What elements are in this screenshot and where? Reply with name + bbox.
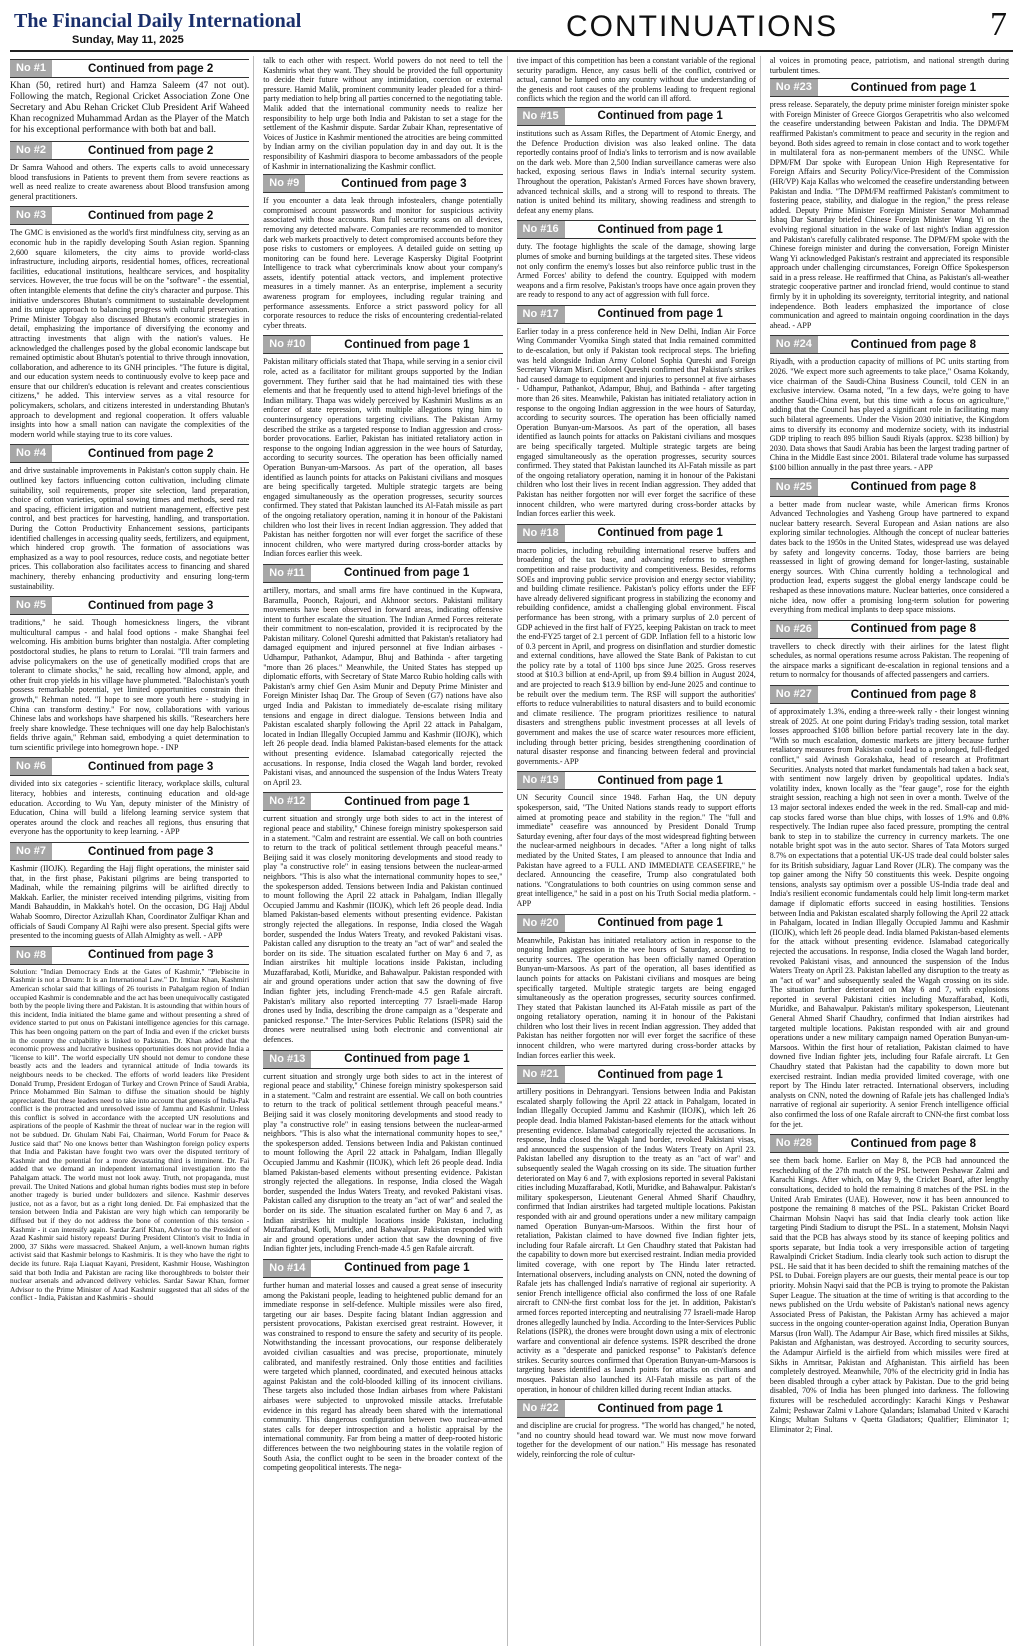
continued-from-label: Continued from page 1 [597, 110, 723, 123]
column-3 [517, 56, 761, 1646]
item-body-text: duty. The footage highlights the scale of the damage, showing large plumes of smoke and burning buildings at the targeted sites. These videos not only confirm the enemy's losses but also reinforce public trust in the Armed Forces' ability to defend the country. Equipped with modern weapons and a firm resolve, Pakistan's troops have once again proven they are ready to respond to any act of aggression with full force. [516, 242, 756, 300]
item-header [10, 596, 249, 615]
continuation-item [10, 757, 249, 837]
item-header [770, 335, 1009, 354]
item-header [770, 478, 1009, 497]
continuation-item [770, 478, 1009, 615]
item-body-text: Dr Samra Wahood and others. The experts calls to avoid unnecessary blood transfusions in Patients to prevent them from severe reactions as well as need realize to create awareness about Blood transfusion among general practitioners. [10, 163, 250, 201]
continuation-item [517, 220, 756, 300]
item-body-text: further human and material losses and caused a great sense of insecurity among the Pakistani people, leading to heightened public demand for an immediate response in self-defence. Multiple missiles were also fired, targeting our air bases. Despite facing blatant Indian aggression and persistent provocations, Pakistan exercised great restraint. However, it was constrained to respond to ensure the safety and security of its people. Notwithstanding the incessant provocations, our response deliberately avoided civilian casualties and was precise, proportionate, minutely calibrated, and manifestly restrained. Only those entities and facilities were targeted which planned, coordinated, and executed heinous attacks against Pakistan and the cold-blooded killing of its innocent civilians. These targets also included those Indian airbases from where Pakistani airbases were subjected to unprovoked missile attacks. Irrefutable evidence in this regard has already been shared with the international community. This dangerous configuration between two nuclear-armed states calls for deeper introspection and a holistic appraisal by the international community. Far from being a matter of deep-rooted historic differences between the two neighbouring states in the volatile region of South Asia, the conflict ought to be seen in the broader context of the competing geopolitical interests. The nega- [263, 1280, 503, 1473]
item-header [517, 914, 756, 933]
item-body-text: artillery positions in Dehrangyari. Tensions between India and Pakistan escalated sharply following the April 22 attack in Pahalgam, located in Indian Illegally Occupied Jammu and Kashmir (IIOJK), which left 26 people dead. India blamed Pakistan-based elements for the attack without presenting evidence. Islamabad categorically rejected the accusations. In response, India closed the Wagah land border, revoked Pakistani visas, and announced the suspension of the Indus Waters Treaty on April 23. Pakistan labelled any disruption to the treaty as an "act of war" and subsequently sealed the Wagah crossing on its side. The situation further deteriorated on May 6 and 7, with explosions reported in several Pakistani cities including Muzaffarabad, Kotli, Muridke, and Bahawalpur. Pakistan's military spokesperson, Lieutenant General Ahmed Sharif Chaudhry, confirmed that Indian airstrikes had targeted multiple locations. Pakistan responded with air and ground operations under a new military campaign named Operation Bunyan-um-Marsoos. Within the first hour of retaliation, Pakistan claimed to have downed five Indian fighter jets, including four Rafale aircraft. Lt Gen Chaudhry stated that Pakistan had the capability to down more but exercised restraint. Indian media provided limited coverage, with one report by The Hindu later retracted. International observers, including analysts on CNN, noted the downing of Rafale jets has challenged India's narrative of regional air superiority. A senior French intelligence official also confirmed the loss of one Rafale aircraft to CNN-the first combat loss for the jet. In addition, Pakistan's armed forces reported intercepting and neutralising 77 Israeli-made Harop drones allegedly launched by India. According to the Inter-Services Public Relations (ISPR), the drones were brought down using a mix of electronic warfare and conventional air defence systems. ISPR described the drone activity as a "desperate and panicked response" to Pakistan's defence strikes. Security sources confirmed that Operation Bunyan-um-Marsoos is targeting bases identified as launch points for attacks on civilians and mosques. Pakistan also launched its Al-Fatah missile as part of the operation, in honour of children killed during recent Indian attacks. [516, 1087, 756, 1394]
item-header [770, 1134, 1009, 1153]
item-body-text: macro policies, including rebuilding international reserve buffers and broadening of the tax base, and advancing reforms to strengthen competition and raise productivity and competitiveness. Besides, reforms SOEs and improving public service provision and energy sector viability; and building climate resilience. Pakistan's policy efforts under the EFF have already delivered significant progress in stabilizing the economy and rebuilding confidence, amidst a challenging global environment. Fiscal performance has been strong, with a primary surplus of 2.0 percent of GDP achieved in the first half of FY25, keeping Pakistan on track to meet the end-FY25 target of 2.1 percent of GDP. Inflation fell to a historic low of 0.3 percent in April, and progress on disinflation and sturdier domestic and external conditions, have allowed the State Bank of Pakistan to cut the policy rate by a total of 1100 bps since June 2025. Gross reserves stood at $10.3 billion at end-April, up from $9.4 billion in August 2024, and are projected to reach $13.9 billion by end-June 2025 and continue to be rebuilt over the medium term. The RSF will support the authorities' efforts to reduce vulnerabilities to natural disasters and to build economic and climate resilience. The program prioritizes resilience to natural disasters and strengthens public investment processes at all levels of government and makes the use of scarce water resources more efficient, including through better pricing, besides strengthening coordination of natural disaster response and financing between federal and provincial governments.- APP [516, 545, 756, 766]
continuation-item [517, 771, 756, 908]
item-header [263, 174, 502, 193]
item-number-badge: No #5 [10, 597, 52, 614]
continued-from-label: Continued from page 1 [344, 795, 470, 808]
continuation-item [517, 1065, 756, 1394]
continued-from-label: Continued from page 1 [597, 1068, 723, 1081]
item-number-badge: No #25 [770, 479, 818, 496]
item-body-text: Meanwhile, Pakistan has initiated retaliatory action in response to the ongoing Indian aggression in the wee hours of Saturday, according to security sources. The operation has been officially named Operation Bunyan-um-Marsoos. As part of the operation, all bases identified as launch points for attacks on Pakistani civilians and mosques are being specifically targeted. Multiple strategic targets are being engaged simultaneously as the operation progresses, security sources confirmed. They stated that Pakistan launched its Al-Fatah missile as part of the ongoing retaliatory operation, naming it in honour of the Pakistani children who lost their lives in recent Indian aggression. They added that Pakistan has neither forgotten nor will ever forget the sacrifice of these innocent children, who were martyred during cross-border attacks by Indian forces earlier this week. [516, 935, 756, 1060]
continued-from-label: Continued from page 1 [597, 1402, 723, 1415]
issue-date: Sunday, May 11, 2025 [72, 34, 184, 46]
continuation-item [10, 141, 249, 201]
column-2 [263, 56, 507, 1646]
item-header [10, 757, 249, 776]
continued-from-label: Continued from page 2 [87, 144, 214, 157]
item-number-badge: No #6 [10, 758, 52, 775]
item-number-badge: No #1 [10, 60, 52, 77]
item-number-badge: No #24 [770, 336, 818, 353]
continued-from-label: Continued from page 3 [341, 177, 467, 190]
continuation-item [770, 685, 1009, 1129]
continuation-item [517, 107, 756, 215]
item-header [263, 792, 502, 811]
item-number-badge: No #13 [263, 1051, 311, 1068]
continued-from-label: Continued from page 2 [87, 62, 214, 75]
continuation-item [263, 174, 502, 330]
item-body-text: Solution: "Indian Democracy Ends at the Gates of Kashmir," "Plebiscite in Kashmir is not a Dream: It is an International Law." Dr. Imtiaz Khan, Kashmiri American scholar said that killings of 26 tourists in Pahalgam region of Indian occupied Kashmir is condemnable and the act has been unequivocally castigated both by the people living there and Pakistan. It is astounding that within hours of this incident, India initiated the blame game and without presenting a shred of evidence started to put onus on Pakistani intelligence agencies for this carnage. This has been ongoing pattern on the part of India and even if the cricket bursts in the country the culpability is linked to Pakistan. Dr. Khan added that the economic prowess and lucrative business opportunities does not provide India a "license to kill". The world especially UN should not demur to condone these beastly acts and the leaders and tyrannical attitude of India towards its neighbours needs to be checked. The efforts of world leaders like President Donald Trump, President Erdogan of Turkey and Crown Prince of Saudi Arabia, Prince Mohammed Bin Salman to diffuse the situation should be highly appreciated. But these leaders need to take into account that genesis of India-Pak conflict is the protracted and unresolved issue of Jammu and Kashmir. Unless this conflict is solved in accordance with the accepted UN resolutions and aspirations of the people of Kashmir the threat of nuclear war in the region will not be subdued. Dr. Ghulam Nabi Fai, Chairman, World Forum for Peace & Justice said that" No one knows better than Washington foreign policy experts that India and Pakistan have fought two wars over the disputed territory of Kashmir and the potential for a more devastating third is imminent. Dr. Fai added that we demand an independent international investigation into the Pahalgam attack. The world must not look away. Truth, not propaganda, must prevail. The United Nations and global human rights bodies must step in before another tragedy is buried under bulldozers and silence. Kashmir deserves justice, not as a favor, but as a right long denied. Dr. Fai emphasized that the tension between India and Pakistan are very high which can temporarily be diffused but if they do not address the bone of contention of this tension - Kashmir - it can intensify again. Sardar Zarif Khan, Advisor to the President of Azad Kashmir said history repeats! During President Clinton's visit to India in 2000, 37 Sikhs were massacred. Shakeel Anjum, a well-known human rights activist said that Kashmir belongs to Kashmiris. It is they who have the right to decide its future. Raja Liaquat Kayani, President, Kashmir House, Washington said that both India and Pakistan are racing like thoroughbreds to bolster their nuclear arsenals and advanced delivery vehicles. Sardar Sawar Khan, former Advisor to the Prime Minister of Azad Kashmir suggested that all sides of the conflict - India, Pakistan and Kashmiris - should [10, 966, 250, 1303]
article-lead-text: al voices in promoting peace, patriotism, and national strength during turbulent times. [769, 56, 1009, 75]
continuation-item [10, 59, 249, 136]
item-header [517, 771, 756, 790]
item-header [263, 335, 502, 354]
item-body-text: The GMC is envisioned as the world's first mindfulness city, serving as an economic hub in the rapidly developing South Asian region. Spanning 2,600 square kilometers, the city aims to provide world-class infrastructure, including airports, residential homes, offices, recreational facilities, educational institutions, healthcare services, and hospitality services. However, the true focus will be on the "software" - the essential, often intangible elements that define the city's character and purpose. This initiative underscores Bhutan's commitment to sustainable development and its unique approach to balancing progress with cultural preservation. Prime Minister Tobgay also discussed Bhutan's economic strategies in detail, emphasizing the importance of diversifying the economy and attracting investments that align with the nation's values. He acknowledged the challenges posed by the global economic landscape but remained optimistic about Bhutan's potential to thrive through innovation, collaboration, and adherence to its GNH principles. "The future is digital, and our education system needs to continuously evolve to keep pace and ensure that our children's education is relevant and creates conscientious citizens," he added. This interview serves as a vital resource for policymakers, scholars, and citizens interested in understanding Bhutan's approach to development and regional cooperation. It offers valuable insights into how a small nation can navigate the complexities of the modern world while staying true to its core values. [10, 228, 250, 439]
item-header [517, 107, 756, 126]
item-body-text: divided into six categories - scientific literacy, workplace skills, cultural literacy, hobbies and interests, continuing education and old-age education. According to Wu Yan, deputy minister of the Ministry of Education, China will build a lifelong learning service system that operates around the clock and reaches all regions, thus ensuring that everyone has the opportunity to keep learning. - APP [10, 779, 250, 837]
item-number-badge: No #20 [517, 915, 565, 932]
item-number-badge: No #8 [10, 947, 52, 964]
continued-from-label: Continued from page 1 [597, 917, 723, 930]
item-header [517, 1065, 756, 1084]
item-body-text: If you encounter a data leak through infostealers, change potentially compromised account passwords and monitor for suspicious activity associated with those accounts. Run full security scans on all devices, removing any detected malware. Companies are recommended to monitor dark web markets proactively to detect compromised accounts before they pose risks to customers or employees. A detailed guide on setting up monitoring can be found here. Leverage Kaspersky Digital Footprint Intelligence to track what cybercriminals know about your company's assets, identify potential attack vectors, and implement protective measures in a timely manner. As an enterprise, implement a security awareness program for employees, including regular training and performance assessments. Enforce a strict password policy for all corporate resources to reduce the risks of encountering credential-related cyber threats. [263, 196, 503, 330]
item-number-badge: No #28 [770, 1135, 818, 1152]
continued-from-label: Continued from page 1 [344, 1053, 470, 1066]
continued-from-label: Continued from page 1 [343, 567, 470, 580]
item-number-badge: No #7 [10, 843, 52, 860]
item-number-badge: No #2 [10, 142, 52, 159]
item-number-badge: No #3 [10, 207, 52, 224]
item-header [10, 59, 249, 78]
item-body-text: institutions such as Assam Rifles, the Department of Atomic Energy, and the Defence Production division was also leaked online. The data reportedly contains proof of India's links to terrorism and is now available on the dark web. More than 2,500 Indian surveillance cameras were also hacked, exposing serious flaws in India's internal security system. Throughout the operation, Pakistan's Armed Forces have shown bravery, advanced technical skills, and a strong will to respond to threats. The nation is united behind its military, showing readiness and strength to defeat any enemy plans. [516, 128, 756, 215]
continued-from-label: Continued from page 1 [597, 223, 723, 236]
continued-from-label: Continued from page 2 [87, 209, 214, 222]
continued-from-label: Continued from page 2 [87, 447, 214, 460]
continued-from-label: Continued from page 1 [597, 527, 723, 540]
item-body-text: Pakistan military officials stated that Thapa, while serving in a senior civil role, acted as a facilitator for militant groups supported by the Indian government. They further said that he had maintained ties with these elements and that he frequently used to attend high-level briefings of the Indian military. Thapa was widely perceived by Kashmiri Muslims as an enforcer of state repression, with multiple allegations tying him to counterinsurgency operations targeting civilians. The Pakistan Army described the strike as a targeted response to Indian aggression and cross-border provocations. Earlier, Pakistan has initiated retaliatory action in response to the ongoing Indian aggression in the wee hours of Saturday, according to security sources. The operation has been officially named Operation Bunyan-um-Marsoos. As part of the operation, all bases identified as launch points for attacks on Pakistani civilians and mosques are being specifically targeted. Multiple strategic targets are being engaged simultaneously as the operation progresses, security sources confirmed. They stated that Pakistan launched its Al-Fatah missile as part of the ongoing retaliatory operation, naming it in honour of the Pakistani children who lost their lives in recent Indian aggression. They added that Pakistan has neither forgotten nor will ever forget the sacrifice of these innocent children, who were martyred during cross-border attacks by Indian forces earlier this week. [263, 357, 503, 559]
item-number-badge: No #27 [770, 686, 818, 703]
continued-from-label: Continued from page 8 [850, 688, 977, 701]
item-body-text: Kashmir (IIOJK). Regarding the Hajj flight operations, the minister said that, in the first phase, Pakistani pilgrims are being transported to Madinah, while the remaining pilgrims will be airlifted directly to Makkah. Earlier, the minister received intending pilgrims, visiting from Mandi Bahauddin, in Makkah's hotel. On the occasion, DG Hajj Abdul Wahab Soomro, Director Azizullah Khan, Coordinator Zulfiqar Khan and officials of Saudi Company Al Rajhi were also present. Special gifts were presented to the incoming guests of Allah Almighty as well. - APP [10, 864, 250, 941]
item-body-text: a better made from nuclear waste, while American firms Kronos Advanced Technologies and Yasheng Group have partnered to expand nuclear battery research. Several European and Asian nations are also exploring similar technologies. Although the concept of nuclear batteries dates back to the 1950s in the United States, widespread use was delayed by safety and longevity concerns. Today, those barriers are being reassessed in light of growing demand for longer-lasting, sustainable energy sources. With China currently holding a technological and production lead, experts suggest the global energy landscape could be reshaped as these innovations mature. Nuclear batteries, once considered a niche idea, now offer a promising long-term solution for powering everything from medical implants to deep space missions. [769, 499, 1009, 615]
continuation-item [10, 842, 249, 941]
continuation-item [10, 596, 249, 752]
item-header [770, 620, 1009, 639]
masthead [10, 6, 1013, 52]
item-body-text: UN Security Council since 1948. Farhan Haq, the UN deputy spokesperson, said, "The United Nations stands ready to support efforts aimed at promoting peace and stability in the region." The "full and immediate" ceasefire was announced by President Donald Trump Saturday evening, after four days of the most widespread fighting between the nuclear-armed neighbours in decades. "After a long night of talks mediated by the United States, I am pleased to announce that India and Pakistan have agreed to a FULL AND IMMEDIATE CEASEFIRE," he declared. Announcing the ceasefire, Trump also congratulated both nations. "Congratulations to both countries on using common sense and great intelligence," he said in a post on his Truth Social media platform. - APP [516, 793, 756, 908]
item-header [10, 444, 249, 463]
page-number: 7 [990, 6, 1007, 43]
item-body-text: Earlier today in a press conference held in New Delhi, Indian Air Force Wing Commander Vyomika Singh stated that India remained committed to de-escalation, but only if Pakistan took reciprocal steps. The briefing was held alongside Indian Army Colonel Sophia Qureshi and Foreign Secretary Vikram Misri. Colonel Qureshi confirmed that Pakistan's strikes had caused damage to equipment and injuries to personnel at five airbases - Udhampur, Pathankot, Adampur, Bhuj, and Bathinda - after targeting more than 26 sites. Meanwhile, Pakistan has initiated retaliatory action in response to the ongoing Indian aggression in the wee hours of Saturday, according to security sources. The operation has been officially named Operation Bunyan-um-Marsoos. As part of the operation, all bases identified as launch points for attacks on Pakistani civilians and mosques are being specifically targeted. Multiple strategic targets are being engaged simultaneously as the operation progresses, security sources confirmed. They stated that Pakistan launched its Al-Fatah missile as part of the ongoing retaliatory operation, naming it in honour of the Pakistani children who lost their lives in recent Indian aggression. They added that Pakistan has neither forgotten nor will ever forget the sacrifice of these innocent children, who were martyred during cross-border attacks by Indian forces earlier this week. [516, 326, 756, 519]
continuation-item [517, 1399, 756, 1459]
article-lead-text: tive impact of this competition has been a constant variable of the regional security paradigm. Hence, any casus belli of the conflict, contrived or actual, cannot be lumped onto any country without due understanding of the genesis and root causes of the problems leading to frequent regional conflicts which the region and the world can ill afford. [516, 56, 756, 104]
continuation-item [770, 1134, 1009, 1434]
item-header [263, 1050, 502, 1069]
item-body-text: traditions," he said. Though homesickness lingers, the vibrant multicultural campus - and halal food options - make Shanghai feel welcoming. His ambition burns brighter than nostalgia. After completing postdoctoral studies, he plans to return to Loralai. "I'll train farmers and advise policymakers on the use of genetically modified crops that are tolerant to climate shocks," he said, recalling how almond, apple, and other fruit crop yields in his village have plummeted. "Balochistan's youth possess remarkable potential, yet limited opportunities constrain their growth," Rehman noted. "I hope to see more youth here - studying in China can transform destiny." For now, collaborations with various Chinese labs and workshops have sharpened his skills. "Researchers here freely share knowledge. These techniques will one day help Balochistan's fields thrive again," Rehman said, embodying a quiet determination to turn scientific privilege into homegrown hope. - INP [10, 618, 250, 752]
item-body-text: of approximately 1.3%, ending a three-week rally - their longest winning streak of 2025. At one point during Friday's trading session, total market losses approached $108 billion before partial recovery late in the day. "With so much escalation, domestic markets are jittery because further retaliatory measures from Pakistan could lead to a prolonged, full-fledged conflict," said Avinash Gorakshaka, head of research at Profitmart Securities. Analysts noted that market fundamentals had taken a back seat, with sentiment now largely driven by geopolitical updates. India's volatility index, known locally as the "fear gauge", rose for the eighth straight session, reaching a high not seen in over a month. Twelve of the 13 major sectoral indexes ended the week in the red. Small-cap and mid-cap stocks fared worse than blue chips, with losses of 1.9% and 0.8% respectively. The Indian rupee also faced pressure, prompting the central bank to step in to stabilize the currency in currency markets. The one notable bright spot was in the auto sector. Shares of Tata Motors surged 8.7% on expectations that a potential UK-US trade deal could bolster sales for its British subsidiary, Jaguar Land Rover (JLR). The company was the top gainer among the Nifty 50 constituents this week. Despite ongoing tensions, analysts say optimism over a possible US-India trade deal and India's resilient economic fundamentals could help limit long-term market damage if diplomatic efforts succeed in easing hostilities. Tensions between India and Pakistan escalated sharply following the April 22 attack in Pahalgam, located in Indian Illegally Occupied Jammu and Kashmir (IIOJK), which left 26 people dead. India blamed Pakistan-based elements for the attack without presenting evidence. Islamabad categorically rejected the accusations. In response, India closed the Wagah land border, revoked Pakistani visas, and announced the suspension of the Indus Waters Treaty on April 23. Pakistan labelled any disruption to the treaty as an "act of war" and subsequently sealed the Wagah crossing on its side. The situation further deteriorated on May 6 and 7, with explosions reported in several Pakistani cities including Muzaffarabad, Kotli, Muridke, and Bahawalpur. Pakistan's military spokesperson, Lieutenant General Ahmed Sharif Chaudhry, confirmed that Indian airstrikes had targeted multiple locations. Pakistan responded with air and ground operations under a new military campaign named Operation Bunyan-um-Marsoos. Within the first hour of retaliation, Pakistan claimed to have downed five Indian fighter jets, including four Rafale aircraft. Lt Gen Chaudhry stated that Pakistan had the capability to down more but exercised restraint. Indian media provided limited coverage, with one report by The Hindu later retracted. International observers, including analysts on CNN, noted the downing of Rafale jets has challenged India's narrative of regional air superiority. A senior French intelligence official also confirmed the loss of one Rafale aircraft to CNN-the first combat loss for the jet. [769, 707, 1009, 1129]
item-number-badge: No #26 [770, 621, 818, 638]
item-body-text: current situation and strongly urge both sides to act in the interest of regional peace and stability," Chinese foreign ministry spokesperson said in a statement. "Calm and restraint are essential. We call on both countries to return to the track of political settlement through peaceful means." Beijing said it was closely monitoring developments and stood ready to play "a constructive role" in easing tensions between the nuclear-armed neighbors. "This is also what the international community hopes to see," the spokesperson added. Tensions between India and Pakistan continued to mount following the April 22 attack in Pahalgam, Indian Illegally Occupied Jammu and Kashmir (IIOJK), which left 26 people dead. India blamed Pakistan-based elements without presenting evidence. Pakistan strongly rejected the allegations. In response, India closed the Wagah border, suspended the Indus Waters Treaty, and revoked Pakistani visas. Pakistan called any disruption to the treaty an "act of war" and sealed the border on its side. The situation escalated further on May 6 and 7, as Indian airstrikes hit multiple locations inside Pakistan, including Muzaffarabad, Kotli, Muridke, and Bahawalpur. Pakistan responded with air and ground operations under action that saw the downing of five Indian fighter jets, including French-made 4.5 gen Rafale aircraft. Pakistan's military also reported intercepting 77 Israeli-made Harop drones used by India, describing the drone campaign as a "desperate and panicked response." The Inter-Services Public Relations (ISPR) said the drones were neutralised using both electronic and conventional air defences. [263, 814, 503, 1045]
item-header [10, 946, 249, 965]
item-number-badge: No #9 [263, 175, 305, 192]
item-number-badge: No #4 [10, 445, 52, 462]
continued-from-label: Continued from page 1 [850, 81, 977, 94]
continuation-item [10, 444, 249, 591]
newspaper-title: The Financial Daily International [14, 10, 302, 32]
continuation-item [770, 335, 1009, 472]
continuation-item [517, 524, 756, 767]
item-body-text: press release. Separately, the deputy prime minister foreign minister spoke with Foreign Minister of Greece Giorgos Gerapetritis who also welcomed the ceasefire understanding between Pakistan and India. The DPM/FM reaffirmed Pakistan's commitment to peace and security in the region and beyond. Both sides agreed to remain in close contact and to work together in multilateral fora as non-permanent members of the UNSC. While DPM/FM Dar spoke with European Union High Representative for Foreign Affairs and Security Policy/Vice-President of the Commission (HR/VP) Kaja Kallas who welcomed the ceasefire understanding between Pakistan and India. "The DPM/FM reaffirmed Pakistan's commitment to fostering peace, stability, and dialogue in the region," the press release added. Deputy Prime Minister Foreign Minister Senator Mohammad Ishaq Dar Saturday briefed Chinese Foreign Minister Wang Yi on the evolving regional situation in the wake of last night's Indian aggression and Pakistan's carefully calibrated response. The DPM/FM spoke with the Chinese foreign minister and during the conversation, Foreign Minister Wang Yi acknowledged Pakistan's restraint and appreciated its responsible approach under challenging circumstances, Foreign Office Spokesperson said in a press release. He reaffirmed that China, as Pakistan's all-weather strategic cooperative partner and ironclad friend, would continue to stand firmly by it in upholding its sovereignty, territorial integrity, and national independence. Both leaders emphasized the importance of close communication and agreed to maintain ongoing coordination in the days ahead. - APP [769, 100, 1009, 330]
continuation-item [517, 914, 756, 1061]
item-number-badge: No #18 [517, 525, 565, 542]
item-body-text: travellers to check directly with their airlines for the latest flight schedules, as normal operations resume across Pakistan. The reopening of the airspace marks a significant de-escalation in regional tensions and a return to normalcy for thousands of affected passengers and carriers. [769, 641, 1009, 680]
item-header [517, 305, 756, 324]
item-body-text: and discipline are crucial for progress. "The world has changed," he noted, "and no country should head toward war. We must now move forward together for the development of our nation." His message has resonated widely, reinforcing the role of cultur- [516, 1421, 756, 1460]
continued-from-label: Continued from page 8 [850, 481, 977, 494]
item-number-badge: No #15 [517, 108, 565, 125]
continuation-item [263, 1050, 502, 1254]
item-header [770, 685, 1009, 704]
continued-from-label: Continued from page 1 [344, 1262, 470, 1275]
column-1 [10, 56, 254, 1646]
continued-from-label: Continued from page 3 [87, 949, 214, 962]
continued-from-label: Continued from page 8 [850, 1137, 977, 1150]
continuation-item [517, 305, 756, 519]
item-header [517, 1399, 756, 1418]
item-number-badge: No #19 [517, 772, 565, 789]
item-number-badge: No #21 [517, 1066, 565, 1083]
item-body-text: current situation and strongly urge both sides to act in the interest of regional peace and stability," Chinese foreign ministry spokesperson said in a statement. "Calm and restraint are essential. We call on both countries to return to the track of political settlement through peaceful means." Beijing said it was closely monitoring developments and stood ready to play "a constructive role" in easing tensions between the nuclear-armed neighbors. "This is also what the international community hopes to see," the spokesperson added. Tensions between India and Pakistan continued to mount following the April 22 attack in Pahalgam, Indian Illegally Occupied Jammu and Kashmir (IIOJK), which left 26 people dead. India blamed Pakistan-based elements without presenting evidence. Pakistan strongly rejected the allegations. In response, India closed the Wagah border, suspended the Indus Waters Treaty, and revoked Pakistani visas. Pakistan called any disruption to the treaty an "act of war" and sealed the border on its side. The situation escalated further on May 6 and 7, as Indian airstrikes hit multiple locations inside Pakistan, including Muzaffarabad, Kotli, Muridke, and Bahawalpur. Pakistan responded with air and ground operations under action that saw the downing of five Indian fighter jets, including French-made 4.5 gen Rafale aircraft. [263, 1071, 503, 1254]
item-body-text: Riyadh, with a production capacity of millions of PC units starting from 2026. "We expect more such agreements to take place," Osama Kokandy, vice chairman of the Saudi-China Business Council, told CEN in an exclusive interview. Osama noted, "In a few days, we're going to have another Saudi-China event, but this time with a focus on agriculture," adding that the Council has played a significant role in facilitating many such bilateral agreements. Under the Vision 2030 initiative, the Kingdom aims to diversify its economy and modernize society, with its industrial GDP tripling to reach 895 billion Saudi Riyals (approx. $238 billion) by 2030. Data shows that Saudi Arabia has been the largest trading partner of China in the Middle East since 2001. Bilateral trade volume has surpassed $100 billion annually in the past three years. - APP [769, 357, 1009, 472]
item-header [517, 220, 756, 239]
item-header [770, 78, 1009, 97]
continued-from-label: Continued from page 8 [850, 623, 977, 636]
continued-from-label: Continued from page 3 [87, 845, 214, 858]
continued-from-label: Continued from page 8 [850, 338, 977, 351]
continuation-item [770, 78, 1009, 330]
item-header [10, 141, 249, 160]
continuation-item [263, 792, 502, 1044]
item-number-badge: No #14 [263, 1260, 311, 1277]
continuation-item [10, 946, 249, 1303]
item-number-badge: No #16 [517, 221, 565, 238]
continuation-item [263, 564, 502, 787]
continued-from-label: Continued from page 3 [87, 760, 214, 773]
item-number-badge: No #17 [517, 306, 565, 323]
item-body-text: artillery, mortars, and small arms fire have continued in the Kupwara, Baramulla, Poonch, Rajouri, and Akhnoor sectors. Pakistani military movements have been observed in forward areas, indicating offensive intent to further escalate the situation. The Indian Armed Forces reiterate their commitment to non-escalation, provided it is reciprocated by the Pakistan military. Colonel Qureshi admitted that Pakistan's retaliatory had damaged equipment and injured personnel at five Indian airbases - Udhampur, Pathankot, Adampur, Bhuj and Bathinda - after targeting "more than 26 places." Meanwhile, the United States has stepped up diplomatic efforts, with Secretary of State Marco Rubio holding calls with Pakistan's army chief Gen Asim Munir and Deputy Prime Minister and Foreign Minister Ishaq Dar. The Group of Seven (G7) nations have also urged India and Pakistan to immediately de-escalate rising military tensions and engage in direct dialogue. Tensions between India and Pakistan escalated sharply following the April 22 attack in Pahalgam, located in Indian Illegally Occupied Jammu and Kashmir (IIOJK), which left 26 people dead. India blamed Pakistan-based elements for the attack without presenting evidence. Islamabad categorically rejected the accusations. In response, India closed the Wagah land border, revoked Pakistani visas, and announced the suspension of the Indus Waters Treaty on April 23. [263, 585, 503, 787]
item-header [263, 1259, 502, 1278]
continued-from-label: Continued from page 1 [344, 338, 470, 351]
continuation-item [263, 1259, 502, 1473]
item-number-badge: No #10 [263, 336, 311, 353]
item-header [10, 206, 249, 225]
item-body-text: Khan (50, retired hurt) and Hamza Saleem (47 not out). Following the match, Regional Cricket Association Zone One Secretary and Abu Rehan Cricket Club President Arif Waheed Khan recognized Muhammad Ardan as the Player of the Match for his exceptional performance with both bat and ball. [10, 81, 250, 135]
continuation-item [770, 620, 1009, 680]
item-number-badge: No #11 [263, 565, 310, 582]
article-lead-text: talk to each other with respect. World powers do not need to tell the Kashmiris what they want. They should be provided the full opportunity to decide their future without any intimidation, coercion or external pressure. Hamid Malik, prominent community leader pleaded for a third-party mediation to help bring all parties concerned to the negotiating table. Malik added that the international community needs to realize her responsibility to help urge both India and Pakistan to set a stage for the settlement of the Kashmir dispute. Sardar Zubair Khan, representative of Voices of Justice in Kashmir mentioned the atrocities are being committed by Indian army on the civilian population day in and day out. It is the responsibility of Kashmiri diaspora to become ambassadors of the people of Kashmir in internationalizing the Kashmir conflict. [263, 56, 503, 171]
item-number-badge: No #22 [517, 1400, 565, 1417]
item-number-badge: No #12 [263, 793, 311, 810]
continuation-item [263, 335, 502, 558]
column-4 [770, 56, 1013, 1646]
continued-from-label: Continued from page 3 [87, 599, 214, 612]
item-body-text: and drive sustainable improvements in Pakistan's cotton supply chain. He outlined key factors influencing cotton cultivation, including climate suitability, soil requirements, proper site selection, land preparation, choice of cotton varieties, optimal sowing times and methods, seed rate and spacing, efficient irrigation and nutrient management, effective pest control, and best practices for harvesting, handling, and transportation. During the Cotton Productivity Enhancement sessions, participants identified challenges in accessing quality seeds, fertilizers, and equipment, which hindered crop growth. The formation of associations was emphasized as a way to pool resources, reduce costs, and negotiate better prices. This collaboration also facilitates access to financing and shared machinery, thereby enhancing productivity and ensuring long-term sustainability. [10, 466, 250, 591]
continued-from-label: Continued from page 1 [597, 774, 723, 787]
item-header [263, 564, 502, 583]
continuation-item [10, 206, 249, 439]
item-header [517, 524, 756, 543]
item-header [10, 842, 249, 861]
item-number-badge: No #23 [770, 79, 818, 96]
section-title: CONTINUATIONS [566, 10, 839, 43]
item-body-text: see them back home. Earlier on May 8, the PCB had announced the rescheduling of the 27th match of the PSL between Peshawar Zalmi and Karachi Kings. After which, on May 9, the Cricket Board, after lengthy consultations, decided to hold the remaining 8 matches of the PSL in the United Arab Emirates (UAE). However, now it has been announced to postpone the remaining 8 matches of the PSL. Pakistan Cricket Board Chairman Mohsin Naqvi has said that India clearly took action like targeting Pindi Stadium to disrupt the PSL. In a statement, Mohsin Naqvi said that the PCB has always stood by its stance of keeping politics and sports separate, but India took a very irresponsible action of targeting Rawalpindi Cricket Stadium. India clearly took such action to disrupt the PSL. He said that it has been decided to shift the remaining matches of the PSL to Dubai. Foreign players are our guests, their mental peace is our top priority. Mohsin Naqvi said that the PCB is trying to promote the Pakistan Super League. The situation at the time of writing is that according to the news published on the Urdu website of Pakistan's national news agency Associated Press of Pakistan, the Pakistan Army has achieved a major success in the ongoing counter-operation against India, Operation Bunyan Marsus (Iron Wall). The Adampur Air Base, which fired missiles at Sikhs, Pakistan and Afghanistan, was destroyed. According to security sources, the Adampur Airfield is the airfield from which missiles were fired at Sikhs in Amritsar, Pakistan and Afghanistan. This airfield has been completely destroyed. Meanwhile, 70% of the electricity grid in India has been disabled through a cyber attack by Pakistan. Due to the grid being disabled, 70% of India has been plunged into darkness. The following fixtures will be rescheduled accordingly: Karachi Kings v Peshawar Zalmi; Peshawar Zalmi v Lahore Qalandars; Islamabad United v Karachi Kings; Multan Sultans v Quetta Gladiators; Qualifier; Eliminator 1; Eliminator 2; Final. [769, 1156, 1009, 1434]
continued-from-label: Continued from page 1 [597, 308, 723, 321]
columns [10, 56, 1013, 1646]
